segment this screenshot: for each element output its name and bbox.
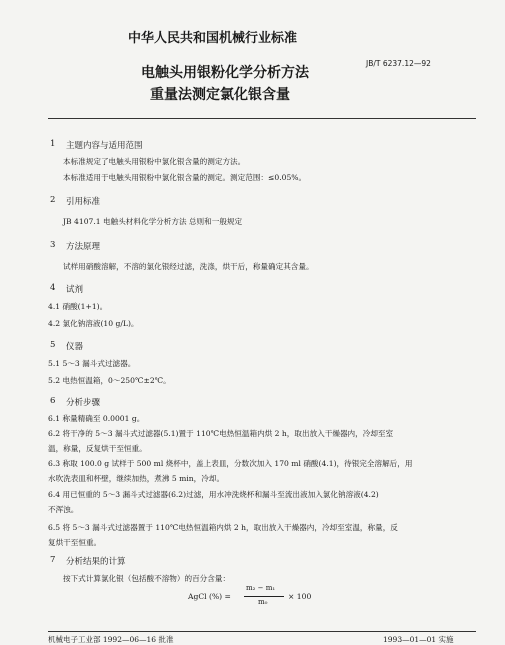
document-title: 电触头用银粉化学分析方法: [141, 65, 309, 81]
section-6-item-3-line-1: 6.3 称取 100.0 g 试样于 500 ml 烧杯中，盖上表皿，分数次加入 170 ml 硝酸(4.1)，待银完全溶解后，用: [48, 459, 413, 468]
section-1-para-2: 本标准适用于电触头用银粉中氯化银含量的测定。测定范围：≤0.05%。: [63, 173, 307, 182]
formula-lhs: AgCl (%) =: [188, 592, 231, 601]
formula-tail: × 100: [288, 592, 312, 601]
effective-date: 1993—01—01 实施: [383, 635, 454, 644]
document-subtitle: 重量法测定氯化银含量: [150, 87, 290, 103]
approval-info: 机械电子工业部 1992—06—16 批准: [48, 635, 174, 644]
section-5-item-1: 5.1 5～3 漏斗式过滤器。: [48, 359, 136, 368]
section-6-item-5-line-1: 6.5 将 5～3 漏斗式过滤器置于 110℃电热恒温箱内烘 2 h，取出放入干燥器内，冷却至室温，称量，反: [48, 523, 398, 532]
section-4-item-2: 4.2 氯化钠溶液(10 g/L)。: [48, 319, 139, 328]
section-6-number: 6: [50, 396, 56, 406]
formula-numerator: m₂ − m₁: [246, 584, 276, 592]
section-7-para-1: 按下式计算氯化银（包括酸不溶物）的百分含量：: [63, 574, 231, 583]
section-6-item-5-line-2: 复烘干至恒重。: [48, 538, 102, 547]
section-3-para-1: 试样用硝酸溶解，不溶的氯化银经过滤，洗涤，烘干后，称量确定其含量。: [63, 262, 314, 271]
section-4-number: 4: [50, 283, 56, 293]
section-7-number: 7: [50, 555, 56, 565]
header-divider: [48, 118, 476, 119]
section-6-item-3-line-2: 水吹洗表皿和杯壁，继续加热，煮沸 5 min，冷却。: [48, 474, 225, 483]
section-6-item-2-line-2: 温，称量，反复烘干至恒重。: [48, 444, 147, 453]
section-3-title: 方法原理: [66, 242, 101, 252]
section-2-para-1: JB 4107.1 电触头材料化学分析方法 总则和一般规定: [63, 217, 243, 226]
section-4-item-1: 4.1 硝酸(1+1)。: [48, 302, 108, 311]
section-6-item-4-line-1: 6.4 用已恒重的 5～3 漏斗式过滤器(6.2)过滤，用水冲洗烧杯和漏斗至流出液加入氯化钠溶液(4.2): [48, 490, 379, 499]
section-5-title: 仪器: [66, 342, 84, 352]
section-6-item-1: 6.1 称量精确至 0.0001 g。: [48, 414, 145, 423]
section-5-item-2: 5.2 电热恒温箱，0～250℃±2℃。: [48, 376, 171, 385]
section-1-number: 1: [50, 139, 56, 149]
section-6-title: 分析步骤: [66, 398, 101, 408]
formula-fraction-bar: [244, 596, 284, 597]
agency-name: 中华人民共和国机械行业标准: [128, 31, 298, 46]
section-6-item-4-line-2: 不浑浊。: [48, 505, 79, 514]
section-4-title: 试剂: [66, 285, 84, 295]
section-1-para-1: 本标准规定了电触头用银粉中氯化银含量的测定方法。: [63, 157, 246, 166]
section-6-item-2-line-1: 6.2 将干净的 5～3 漏斗式过滤器(5.1)置于 110℃电热恒温箱内烘 2 h，取出放入干燥器内，冷却至室: [48, 429, 394, 438]
section-1-title: 主题内容与适用范围: [66, 141, 143, 151]
footer-divider: [48, 631, 476, 632]
section-2-number: 2: [50, 195, 56, 205]
section-2-title: 引用标准: [66, 197, 101, 207]
standard-number: JB/T 6237.12—92: [366, 59, 431, 68]
section-3-number: 3: [50, 240, 56, 250]
section-5-number: 5: [50, 340, 56, 350]
formula-denominator: m₀: [258, 598, 268, 606]
section-7-title: 分析结果的计算: [66, 557, 126, 567]
